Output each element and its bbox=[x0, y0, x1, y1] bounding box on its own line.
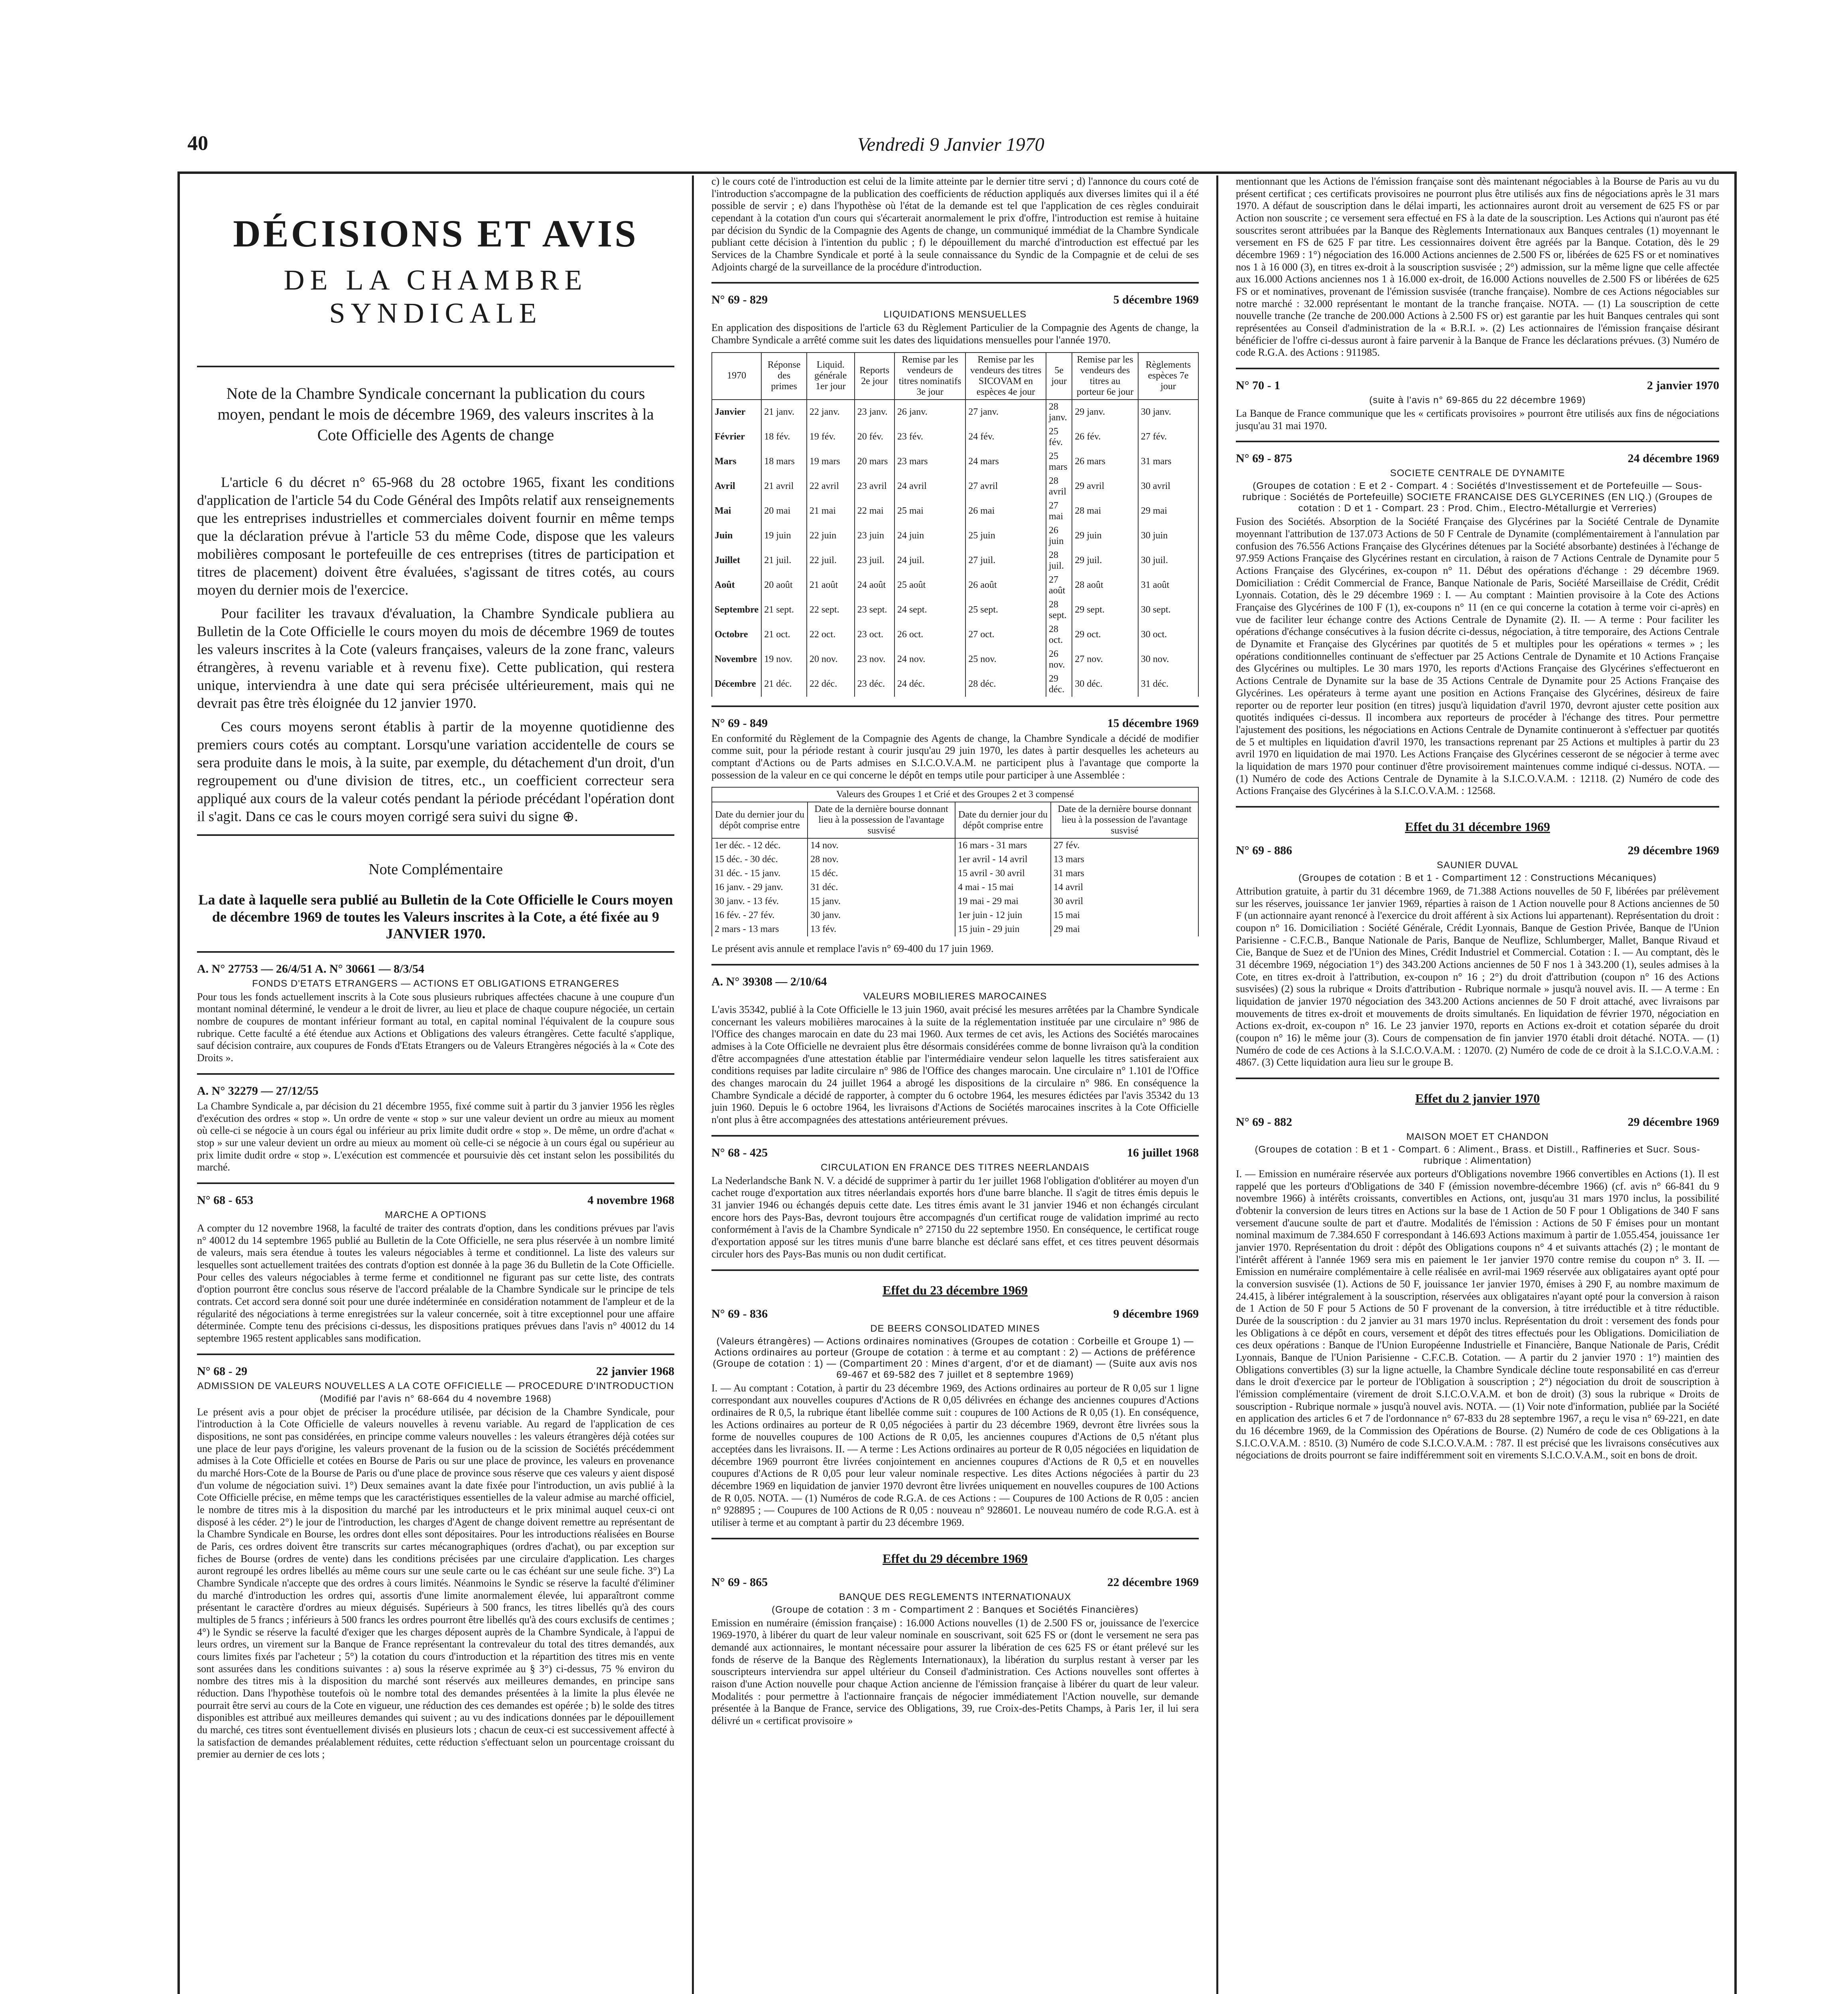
divider bbox=[711, 964, 1199, 965]
date-cell: 23 nov. bbox=[855, 647, 894, 672]
table-row bbox=[712, 425, 1198, 449]
table-cell: 30 avril bbox=[1051, 895, 1198, 908]
notice-subcaption: (Valeurs étrangères) — Actions ordinaires nominatives (Groupes de cotation : Corbeille et Groupe 1) — Actions ordinaires au porteur (Groupe de cotation : à terme et au comptant : 2) — Actions de préférence (Groupe de cotation : 1) — (Compartiment 20 : Mines d'argent, d'or et de diamant) — (Suite aux avis nos 69-467 et 69-582 des 7 juillet et 8 septembre 1969) bbox=[713, 1336, 1198, 1380]
column-rule-1 bbox=[692, 175, 694, 1994]
date-cell: 29 déc. bbox=[1046, 672, 1072, 697]
month-cell: Septembre bbox=[712, 598, 761, 623]
date-cell: 24 avril bbox=[894, 474, 965, 499]
date-cell: 24 juin bbox=[894, 524, 965, 548]
notice-caption: VALEURS MOBILIERES MAROCAINES bbox=[863, 991, 1047, 1002]
date-cell: 30 juin bbox=[1138, 524, 1198, 548]
liquidation-table bbox=[711, 352, 1199, 697]
date-cell: 27 nov. bbox=[1072, 647, 1138, 672]
table-cell: 1er déc. - 12 déc. bbox=[712, 838, 808, 853]
notice-text: La Chambre Syndicale a, par décision du 21 décembre 1955, fixé comme suit à partir du 3 janvier 1956 les règles d'exécution des ordres « stop ». Un ordre de vente « stop » sur une valeur devient un ordre au mieux au moment où celle-ci se négocie à un cours égal ou inférieur au prix limite dudit ordre « stop ». De même, un ordre d'achat « stop » sur une valeur devient un ordre au mieux au moment où celle-ci se négocie à un cours égal ou supérieur au prix limite dudit ordre « stop ». L'exécution est commencée et poursuivie dès cet instant selon les possibilités du marché. bbox=[197, 1100, 674, 1173]
notice-header: N° 69 - 886 29 décembre 1969 bbox=[1236, 843, 1719, 857]
table-row bbox=[712, 524, 1198, 548]
table-cell: 2 mars - 13 mars bbox=[712, 922, 808, 936]
date-cell: 22 janv. bbox=[807, 400, 855, 425]
column-2 bbox=[698, 175, 1212, 1994]
table-cell: 29 mai bbox=[1051, 922, 1198, 936]
table-header-row: 1970 Réponse des primes Liquid. générale 1er jour Reports 2e jour Remise par les vendeurs de titres nominatifs 3e jour Remise par les vendeurs des titres SICOVAM en espèces 4e jour 5e jour Remise par les vendeurs des titres au porteur 6e jour Règlements espèces 7e jour bbox=[712, 353, 1198, 400]
effect-heading: Effet du 31 décembre 1969 bbox=[1405, 819, 1550, 834]
table-row bbox=[712, 867, 1198, 881]
effect-heading: Effet du 2 janvier 1970 bbox=[1415, 1091, 1540, 1105]
intro-paragraph: L'article 6 du décret n° 65-968 du 28 octobre 1965, fixant les conditions d'application de l'article 54 du Code Général des Impôts relatif aux renseignements que les entreprises industrielles et commerciales doivent fournir en même temps que la déclaration prévue à l'article 53 du même Code, dispose que les valeurs mobilières composant le portefeuille de ces entreprises (titres de participation et titres de placement) doivent être évaluées, s'agissant de titres cotés, au cours moyen du dernier mois de l'exercice. bbox=[197, 474, 674, 598]
date-cell: 19 juin bbox=[761, 524, 807, 548]
table-row bbox=[712, 449, 1198, 474]
date-cell: 23 fév. bbox=[894, 425, 965, 449]
date-cell: 19 mars bbox=[807, 449, 855, 474]
date-cell: 26 fév. bbox=[1072, 425, 1138, 449]
page-date: Vendredi 9 Janvier 1970 bbox=[857, 134, 1044, 155]
effect-heading: Effet du 29 décembre 1969 bbox=[883, 1551, 1028, 1566]
month-cell: Décembre bbox=[712, 672, 761, 697]
notice-caption: MARCHE A OPTIONS bbox=[385, 1209, 487, 1220]
date-cell: 24 fév. bbox=[965, 425, 1046, 449]
divider bbox=[1236, 1078, 1719, 1079]
table-row bbox=[712, 474, 1198, 499]
notice-header: N° 69 - 865 22 décembre 1969 bbox=[711, 1575, 1199, 1589]
table-row bbox=[712, 623, 1198, 647]
date-cell: 30 janv. bbox=[1138, 400, 1198, 425]
complement-title: Note Complémentaire bbox=[368, 861, 503, 878]
deposit-table bbox=[711, 787, 1199, 936]
notice-header: N° 69 - 849 15 décembre 1969 bbox=[711, 716, 1199, 730]
date-cell: 27 août bbox=[1046, 573, 1072, 598]
date-cell: 20 mars bbox=[855, 449, 894, 474]
divider bbox=[197, 1182, 674, 1184]
date-cell: 18 mars bbox=[761, 449, 807, 474]
date-cell: 26 nov. bbox=[1046, 647, 1072, 672]
table-cell: 28 nov. bbox=[808, 853, 955, 867]
month-cell: Avril bbox=[712, 474, 761, 499]
date-cell: 30 oct. bbox=[1138, 623, 1198, 647]
deposit-table-body bbox=[712, 838, 1198, 936]
divider bbox=[197, 951, 674, 953]
notice-header: N° 68 - 29 22 janvier 1968 bbox=[197, 1364, 674, 1378]
date-cell: 29 mai bbox=[1138, 499, 1198, 524]
notice-caption: LIQUIDATIONS MENSUELLES bbox=[883, 309, 1027, 320]
table-cell: 30 janv. bbox=[808, 908, 955, 922]
notice-ref: A. N° 27753 — 26/4/51 A. N° 30661 — 8/3/54 bbox=[197, 962, 424, 975]
month-cell: Mars bbox=[712, 449, 761, 474]
date-cell: 28 déc. bbox=[965, 672, 1046, 697]
date-cell: 28 avril bbox=[1046, 474, 1072, 499]
notice-ref: A. N° 39308 — 2/10/64 bbox=[711, 975, 827, 989]
date-cell: 25 août bbox=[894, 573, 965, 598]
date-cell: 19 fév. bbox=[807, 425, 855, 449]
date-cell: 22 sept. bbox=[807, 598, 855, 623]
date-cell: 30 juil. bbox=[1138, 548, 1198, 573]
date-cell: 27 juil. bbox=[965, 548, 1046, 573]
date-cell: 31 déc. bbox=[1138, 672, 1198, 697]
table-row bbox=[712, 548, 1198, 573]
notice-text: Attribution gratuite, à partir du 31 décembre 1969, de 71.388 Actions nouvelles de 50 F, libérées par prélèvement sur les réserves, jouissance 1er janvier 1969, réparties à raison de 1 Action nouvelle pour 8 Actions anciennes de 50 F (un actionnaire ayant renoncé à l'exercice du droit afférent à six Actions lui appartenant). Représentation du droit : coupon n° 16. Domiciliation : Société Générale, Crédit Lyonnais, Banque de Gestion Privée, Banque de l'Union Parisienne - C.F.C.B., Banque Nationale de Paris, Banque de Neuflize, Schlumberger, Mallet, Banque Rivaud et Cie, Banque de Suez et de l'Union des Mines, Crédit Industriel et Commercial. Cotation : I. — Au comptant, dès le 31 décembre 1969, négociation 1°) des 343.200 Actions anciennes de 50 F nos 1 à 343.200 (1), seules admises à la Cote, en titres ex-droit à l'attribution, ex-coupon n° 16 ; 2°) du droit d'attribution (coupon n° 16 des Actions susvisées) (2) sous la rubrique « Droits d'attribution - Rubrique normale » jusqu'à nouvel avis. II. — A terme : En liquidation de janvier 1970 négociation des 343.200 Actions anciennes de 50 F droit attaché, avec livraisons par mouvements de titres ex-droit et mouvements de droits simultanés. En liquidation de février 1970, négociation en Actions ex-droit, ex-coupon n° 16. Le 23 janvier 1970, reports en Actions ex-droit et cotation séparée du droit (coupon n° 16) le même jour (3). Cours de compensation de fin janvier 1970 établi droit détaché. NOTA. — (1) Numéro de code de ces Actions à la S.I.C.O.V.A.M. : 12070. (2) Numéro de code de ce droit à la S.I.C.O.V.A.M. : 4867. (3) Cette liquidation aura lieu sur le groupe B. bbox=[1236, 885, 1719, 1068]
date-cell: 30 nov. bbox=[1138, 647, 1198, 672]
table-cell: 16 mars - 31 mars bbox=[955, 838, 1051, 853]
date-cell: 27 mai bbox=[1046, 499, 1072, 524]
notice-text: Fusion des Sociétés. Absorption de la Société Française des Glycérines par la Société Centrale de Dynamite moyennant l'attribution de 137.073 Actions de 50 F Centrale de Dynamite (complémentairement à l'annulation par confusion des 76.556 Actions Française des Glycérines détenues par la Société absorbante) destinées à l'échange de 97.959 Actions Française des Glycérines restant en circulation, à raison de 7 Actions Centrale de Dynamite pour 5 Actions Française des Glycérines, ex-coupon n° 11. Début des opérations d'échange : 29 décembre 1969. Domiciliation : Crédit Commercial de France, Banque Nationale de Paris, Société Marseillaise de Crédit, Crédit Lyonnais. Cotation, dès le 29 décembre 1969 : I. — Au comptant : Maintien provisoire à la Cote des Actions Française des Glycérines de 100 F (1), ex-coupons n° 11 (en ce qui concerne la cotation à terme voir ci-après) en vue de faciliter leur échange contre des Actions Centrale de Dynamite (2). II. — A terme : Pour faciliter les opérations d'échange consécutives à la fusion décrite ci-dessus, négociation, à titre temporaire, des Actions Centrale de Dynamite et Française des Glycérines par quotités de 5 et multiples pour les opérations « termes » ; les opérations conditionnelles continuant de s'effectuer par 25 Actions Centrale de Dynamite et 10 Actions Française des Glycérines ou multiples. Le 30 mars 1970, les reports d'Actions Française des Glycérines s'effectueront en Actions Centrale de Dynamite sur la base de 35 Actions Centrale de Dynamite pour 25 Actions Française des Glycérines. Les opérateurs à terme ayant une position en Actions Française des Glycérines, désireux de faire reporter ou de reporter leur position (en titres) jusqu'à liquidation d'avril 1970, devront ajuster cette position aux quotités indiquées ci-dessus. Il incombera aux reporteurs de procéder à l'échange des titres. Pour permettre l'ajustement des positions, les négociations en Actions Centrale de Dynamite continueront à s'effectuer par quotités de 5 et multiples en liquidation d'avril 1970, les transactions reprenant par 25 Actions et multiples à partir du 23 avril 1970 en liquidation de mai 1970. Les Actions Française des Glycérines cesseront de se négocier à terme avec la liquidation de mars 1970 pour continuer d'être provisoirement maintenues comme indiqué ci-dessus. NOTA. — (1) Numéro de code des Actions Centrale de Dynamite à la S.I.C.O.V.A.M. : 12118. (2) Numéro de code des Actions Française des Glycérines à la S.I.C.O.V.A.M. : 12568. bbox=[1236, 516, 1719, 797]
table-cell: 14 avril bbox=[1051, 881, 1198, 895]
note-title: Note de la Chambre Syndicale concernant la publication du cours moyen, pendant le mois de décembre 1969, des valeurs inscrites à la Cote Officielle des Agents de change bbox=[217, 384, 654, 444]
notice-caption: CIRCULATION EN FRANCE DES TITRES NEERLANDAIS bbox=[821, 1162, 1089, 1173]
date-cell: 23 déc. bbox=[855, 672, 894, 697]
column-rule-2 bbox=[1216, 175, 1218, 1994]
notice-subcaption: (suite à l'avis n° 69-865 du 22 décembre 1969) bbox=[1369, 395, 1586, 406]
notice-caption: BANQUE DES REGLEMENTS INTERNATIONAUX bbox=[839, 1591, 1072, 1602]
notice-header: N° 69 - 882 29 décembre 1969 bbox=[1236, 1115, 1719, 1129]
table-row bbox=[712, 499, 1198, 524]
date-cell: 23 mars bbox=[894, 449, 965, 474]
table-row bbox=[712, 598, 1198, 623]
table-cell: 16 fév. - 27 fév. bbox=[712, 908, 808, 922]
date-cell: 26 oct. bbox=[894, 623, 965, 647]
date-cell: 30 déc. bbox=[1072, 672, 1138, 697]
date-cell: 28 janv. bbox=[1046, 400, 1072, 425]
date-cell: 21 oct. bbox=[761, 623, 807, 647]
date-cell: 29 juil. bbox=[1072, 548, 1138, 573]
date-cell: 20 mai bbox=[761, 499, 807, 524]
divider bbox=[1236, 806, 1719, 808]
notice-header: N° 68 - 653 4 novembre 1968 bbox=[197, 1193, 674, 1207]
date-cell: 26 mai bbox=[965, 499, 1046, 524]
notice-caption: SAUNIER DUVAL bbox=[1436, 859, 1519, 871]
table-row bbox=[712, 647, 1198, 672]
divider bbox=[1236, 368, 1719, 369]
table-cell: 30 janv. - 13 fév. bbox=[712, 895, 808, 908]
notice-text: Pour tous les fonds actuellement inscrits à la Cote sous plusieurs rubriques affectées chacune à une coupure d'un montant nominal déterminé, le vendeur a le droit de livrer, au lieu et place de chaque coupure négociée, un certain nombre de coupures de montant inférieur formant au total, en capital nominal l'équivalent de la coupure sous rubrique. Cette faculté a été étendue aux Actions et Obligations des valeurs étrangères. Cette faculté s'applique, sauf décision contraire, aux coupures de Fonds d'Etats Etrangers ou de Valeurs Etrangères négociés à la « Cote des Droits ». bbox=[197, 991, 674, 1064]
date-cell: 31 août bbox=[1138, 573, 1198, 598]
complement-text: La date à laquelle sera publié au Bulletin de la Cote Officielle le Cours moyen de décembre 1969 de toutes les Valeurs inscrites à la Cote, a été fixée au 9 JANVIER 1970. bbox=[198, 892, 673, 942]
date-cell: 25 mars bbox=[1046, 449, 1072, 474]
table-cell: 13 mars bbox=[1051, 853, 1198, 867]
notice-text: L'avis 35342, publié à la Cote Officielle le 13 juin 1960, avait précisé les mesures arrêtées par la Chambre Syndicale concernant les valeurs mobilières marocaines à la suite de la réglementation instituée par une circulaire n° 986 de l'Office des changes marocain en date du 23 mai 1960. Aux termes de cet avis, les Actions des Sociétés marocaines admises à la Cote Officielle ne devraient plus être désormais considérées comme de bonne livraison qu'à la condition d'être accompagnées d'une attestation établie par l'intermédiaire vendeur selon laquelle les titres satisferaient aux conditions requises par ladite circulaire n° 986 de l'Office des changes marocain. Une circulaire n° 1.101 de l'Office des changes marocain du 24 juillet 1964 a abrogé les dispositions de la circulaire n° 986. En conséquence la Chambre Syndicale a décidé de rapporter, à compter du 6 octobre 1964, les mesures édictées par l'avis 35342 du 13 juin 1960. Depuis le 6 octobre 1964, les livraisons d'Actions de Sociétés marocaines inscrites à la Cote Officielle n'ont plus à être accompagnées des attestations antérieurement prévues. bbox=[711, 1004, 1199, 1126]
page-number: 40 bbox=[187, 132, 208, 155]
date-cell: 26 juin bbox=[1046, 524, 1072, 548]
date-cell: 23 oct. bbox=[855, 623, 894, 647]
table-row bbox=[712, 922, 1198, 936]
date-cell: 20 nov. bbox=[807, 647, 855, 672]
table-cell: 4 mai - 15 mai bbox=[955, 881, 1051, 895]
notice-header: N° 69 - 829 5 décembre 1969 bbox=[711, 293, 1199, 307]
table-cell: 15 janv. bbox=[808, 895, 955, 908]
date-cell: 22 déc. bbox=[807, 672, 855, 697]
notice-subcaption: (Groupes de cotation : B et 1 - Compart. 6 : Aliment., Brass. et Distill., Raffineries et Sucr. Sous-rubrique : Alimentation) bbox=[1255, 1144, 1700, 1166]
table-header-row: Date du dernier jour du dépôt comprise entre Date de la dernière bourse donnant lieu à la possession de l'avantage susvisé Date du dernier jour du dépôt comprise entre Date de la dernière bourse donnant lieu à la possession de l'avantage susvisé bbox=[712, 802, 1198, 838]
date-cell: 31 mars bbox=[1138, 449, 1198, 474]
date-cell: 24 sept. bbox=[894, 598, 965, 623]
table-cell: 19 mai - 29 mai bbox=[955, 895, 1051, 908]
date-cell: 27 fév. bbox=[1138, 425, 1198, 449]
table-cell: 13 fév. bbox=[808, 922, 955, 936]
date-cell: 29 sept. bbox=[1072, 598, 1138, 623]
divider bbox=[197, 1073, 674, 1075]
month-cell: Août bbox=[712, 573, 761, 598]
date-cell: 20 août bbox=[761, 573, 807, 598]
date-cell: 28 sept. bbox=[1046, 598, 1072, 623]
date-cell: 24 mars bbox=[965, 449, 1046, 474]
month-cell: Octobre bbox=[712, 623, 761, 647]
date-cell: 21 déc. bbox=[761, 672, 807, 697]
table-cell: 1er juin - 12 juin bbox=[955, 908, 1051, 922]
notice-caption: ADMISSION DE VALEURS NOUVELLES A LA COTE OFFICIELLE — PROCEDURE D'INTRODUCTION bbox=[197, 1380, 674, 1391]
table-cell: 15 juin - 29 juin bbox=[955, 922, 1051, 936]
date-cell: 25 juin bbox=[965, 524, 1046, 548]
table-row bbox=[712, 908, 1198, 922]
table-cell: 1er avril - 14 avril bbox=[955, 853, 1051, 867]
notice-header: N° 68 - 425 16 juillet 1968 bbox=[711, 1146, 1199, 1159]
date-cell: 18 fév. bbox=[761, 425, 807, 449]
date-cell: 23 sept. bbox=[855, 598, 894, 623]
table-cell: 31 mars bbox=[1051, 867, 1198, 881]
date-cell: 23 juil. bbox=[855, 548, 894, 573]
date-cell: 29 juin bbox=[1072, 524, 1138, 548]
notice-text: La Banque de France communique que les « certificats provisoires » pourront être utilisés aux fins de négociations jusqu'au 31 mai 1970. bbox=[1236, 408, 1719, 432]
date-cell: 27 oct. bbox=[965, 623, 1046, 647]
date-cell: 25 fév. bbox=[1046, 425, 1072, 449]
divider bbox=[711, 282, 1199, 284]
date-cell: 21 janv. bbox=[761, 400, 807, 425]
table-cell: 31 déc. - 15 janv. bbox=[712, 867, 808, 881]
date-cell: 22 avril bbox=[807, 474, 855, 499]
effect-heading: Effet du 23 décembre 1969 bbox=[883, 1283, 1028, 1297]
notice-caption: MAISON MOET ET CHANDON bbox=[1406, 1131, 1549, 1142]
date-cell: 23 janv. bbox=[855, 400, 894, 425]
date-cell: 23 juin bbox=[855, 524, 894, 548]
date-cell: 21 avril bbox=[761, 474, 807, 499]
date-cell: 25 sept. bbox=[965, 598, 1046, 623]
date-cell: 26 mars bbox=[1072, 449, 1138, 474]
date-cell: 24 août bbox=[855, 573, 894, 598]
month-cell: Juillet bbox=[712, 548, 761, 573]
date-cell: 29 avril bbox=[1072, 474, 1138, 499]
divider bbox=[711, 705, 1199, 707]
date-cell: 22 mai bbox=[855, 499, 894, 524]
date-cell: 26 janv. bbox=[894, 400, 965, 425]
notice-text: I. — Emission en numéraire réservée aux porteurs d'Obligations novembre 1966 convertibles en Actions (1). Il est rappelé que les porteurs d'Obligations de 340 F (émission novembre-décembre 1966) (cf. avis n° 66-841 du 9 novembre 1966) à intérêts croissants, convertibles en Actions, ont, jusqu'au 31 mars 1970 inclus, la possibilité d'obtenir la conversion de leurs titres en Actions sur la base de 1 Action de 50 F pour 1 Obligations de 340 F sans versement d'aucune soulte de part et d'autre. Modalités de l'émission : Actions de 50 F émises pour un montant nominal maximum de 7.384.650 F correspondant à 146.693 Actions maximum à partir de 1.055.454, jouissance 1er janvier 1970. Représentation du droit : dépôt des Obligations coupons n° 4 et suivants attachés (2) ; le montant de l'intérêt afférent à l'année 1969 sera mis en paiement le 1er janvier 1970 contre remise du coupon n° 3. II. — Emission en numéraire complémentaire à celle réalisée en avril-mai 1969 réservée aux obligataires ayant opté pour la conversion susvisée (1). Actions de 50 F, jouissance 1er janvier 1970, émises à 290 F, au nombre maximum de 24.415, à libérer intégralement à la souscription, réservées aux obligataires n'ayant opté pour la conversion à raison de 1 Action de 50 F pour 5 Actions de 50 F provenant de la conversion, à titre irréductible et à titre réductible. Durée de la souscription : du 2 janvier au 31 mars 1970 inclus. Représentation du droit : versement des fonds pour les Obligations à ce dépôt en cours, versement et dépôt des titres effectués pour les Obligations. Domiciliation de ces deux opérations : Banque de l'Union Européenne Industrielle et Financière, Banque Nationale de Paris, Crédit Lyonnais, Banque de l'Union Parisienne - C.F.C.B. Cotation. — A partir du 2 janvier 1970 : 1°) maintien des Obligations convertibles (3) sur la ligne actuelle, la Chambre Syndicale décline toute responsabilité en cas d'erreur dans le droit d'exercice par le porteur de l'Obligation à souscription ; 2°) négociation du droit de souscription à l'émission complémentaire (virement de droit S.I.C.O.V.A.M. et bon de droit) (3) sous la rubrique « Droits de souscription - Rubrique normale » jusqu'à nouvel avis. NOTA. — (1) Voir note d'information, publiée par la Société en application des articles 6 et 7 de l'ordonnance n° 67-833 du 28 septembre 1967, a reçu le visa n° 69-221, en date du 16 décembre 1969, de la Commission des Opérations de Bourse. (2) Numéro de code de ces Obligations à la S.I.C.O.V.A.M. : 8510. (3) Numéro de code S.I.C.O.V.A.M. : 787. Il est précisé que les livraisons consécutives aux négociations de droits pourront se faire indifféremment soit en virements S.I.C.O.V.A.M., soit en bons de droit. bbox=[1236, 1168, 1719, 1461]
table-row bbox=[712, 853, 1198, 867]
main-subtitle: DE LA CHAMBRE SYNDICALE bbox=[284, 264, 588, 329]
table-row bbox=[712, 895, 1198, 908]
month-cell: Février bbox=[712, 425, 761, 449]
main-title: DÉCISIONS ET AVIS bbox=[233, 212, 638, 255]
notice-subcaption: (Groupe de cotation : 3 m - Compartiment 2 : Banques et Sociétés Financières) bbox=[771, 1604, 1139, 1615]
date-cell: 27 avril bbox=[965, 474, 1046, 499]
notice-text: c) le cours coté de l'introduction est celui de la limite atteinte par le dernier titre servi ; d) l'annonce du cours coté de l'introduction s'accompagne de la publication des coefficients de réduction appliqués aux diverses limites qui il a été possible de servir ; e) dans l'hypothèse où l'état de la demande est tel que l'application de ces règles conduirait cependant à la cotation d'un cours qui s'écarterait anormalement le prix d'offre, l'introduction est remise à huitaine par décision du Syndic de la Compagnie des Agents de change, un communiqué immédiat de la Chambre Syndicale publiant cette décision à l'intention du public ; f) le dépouillement du marché d'introduction est effectué par les Services de la Chambre Syndicale et porté à la seule connaissance du Syndic de la Compagnie et de celui de ses Adjoints chargé de la surveillance de la procédure d'introduction. bbox=[711, 175, 1199, 273]
date-cell: 21 juil. bbox=[761, 548, 807, 573]
column-3 bbox=[1222, 175, 1733, 1994]
notice-text: En application des dispositions de l'article 63 du Règlement Particulier de la Compagnie des Agents de change, la Chambre Syndicale a arrêté comme suit les dates des liquidations mensuelles pour l'année 1970. bbox=[711, 322, 1199, 346]
date-cell: 29 janv. bbox=[1072, 400, 1138, 425]
table-row bbox=[712, 881, 1198, 895]
notice-header: N° 69 - 836 9 décembre 1969 bbox=[711, 1307, 1199, 1320]
divider bbox=[711, 1538, 1199, 1539]
notice-subcaption: (Modifié par l'avis n° 68-664 du 4 novembre 1968) bbox=[320, 1393, 552, 1404]
notice-text: Emission en numéraire (émission française) : 16.000 Actions nouvelles (1) de 2.500 FS or, jouissance de l'exercice 1969-1970, à libérer du quart de leur valeur nominale en souscrivant, soit 625 FS or (dont le versement ne sera pas demandé aux actionnaires, le montant nécessaire pour assurer la libération de ces 625 FS or étant prélevé sur les fonds de réserve de la Banque des Règlements Internationaux), la libération du surplus restant à verser par les souscripteurs interviendra sur appel ultérieur du Conseil d'administration. Ces Actions nouvelles sont offertes à raison d'une Action nouvelle pour chaque Action ancienne de l'émission française à libérer du quart de leur valeur. Modalités : pour permettre à l'actionnaire français de négocier immédiatement l'Action nouvelle, sur demande présentée à la Banque de France, service des Obligations, 39, rue Croix-des-Petits Champs, à Paris 1er, il lui sera délivré un « certificat provisoire » bbox=[711, 1617, 1199, 1726]
table-cell: 14 nov. bbox=[808, 838, 955, 853]
notice-header: N° 69 - 875 24 décembre 1969 bbox=[1236, 452, 1719, 465]
notice-text: A compter du 12 novembre 1968, la faculté de traiter des contrats d'option, dans les conditions prévues par l'avis n° 40012 du 14 septembre 1965 publié au Bulletin de la Cote Officielle, ne sera plus réservée à un nombre limité de valeurs, mais sera étendue à toutes les valeurs négociables à terme et conditionnel. La liste des valeurs sur lesquelles sont actuellement traitées des contrats d'option est donnée à la page 36 du Bulletin de la Cote Officielle. Pour celles des valeurs négociables à terme ferme et conditionnel ne figurant pas sur cette liste, des contrats d'option pourront être conclus sous réserve de l'accord préalable de la Chambre Syndicale sur le principe de tels contrats. Cet accord sera donné soit pour une durée indéterminée en considération notamment de l'ampleur et de la régularité des négociations à terme enregistrées sur la valeur concernée, soit à titre exceptionnel pour une affaire déterminée. Compte tenu des précisions ci-dessus, les dispositions pratiques prévues dans l'avis n° 40012 du 14 septembre 1965 restent applicables sans modification. bbox=[197, 1222, 674, 1344]
date-cell: 25 nov. bbox=[965, 647, 1046, 672]
divider bbox=[1236, 441, 1719, 442]
date-cell: 28 juil. bbox=[1046, 548, 1072, 573]
date-cell: 29 oct. bbox=[1072, 623, 1138, 647]
table-cell: 16 janv. - 29 janv. bbox=[712, 881, 808, 895]
table-footer: Le présent avis annule et remplace l'avis n° 69-400 du 17 juin 1969. bbox=[711, 943, 994, 955]
table-cell: 15 mai bbox=[1051, 908, 1198, 922]
liquidation-table-body bbox=[712, 400, 1198, 697]
intro-text bbox=[197, 473, 674, 826]
notice-header: N° 70 - 1 2 janvier 1970 bbox=[1236, 379, 1719, 392]
notice-caption: DE BEERS CONSOLIDATED MINES bbox=[870, 1323, 1040, 1334]
date-cell: 24 déc. bbox=[894, 672, 965, 697]
deposit-table-title: Valeurs des Groupes 1 et Crié et des Groupes 2 et 3 compensé bbox=[712, 787, 1198, 802]
month-cell: Juin bbox=[712, 524, 761, 548]
date-cell: 27 janv. bbox=[965, 400, 1046, 425]
date-cell: 24 juil. bbox=[894, 548, 965, 573]
table-cell: 15 déc. - 30 déc. bbox=[712, 853, 808, 867]
notice-subcaption: (Groupes de cotation : E et 2 - Compart. 4 : Sociétés d'Investissement et de Portefeuille — Sous-rubrique : Sociétés de Portefeuille) SOCIETE FRANCAISE DES GLYCERINES (EN LIQ.) (Groupes de cotation : D et 1 - Compart. 23 : Prod. Chim., Electro-Métallurgie et Verreries) bbox=[1242, 481, 1713, 514]
notice-caption: SOCIETE CENTRALE DE DYNAMITE bbox=[1390, 468, 1565, 479]
date-cell: 20 fév. bbox=[855, 425, 894, 449]
divider bbox=[711, 1135, 1199, 1137]
date-cell: 30 sept. bbox=[1138, 598, 1198, 623]
date-cell: 21 août bbox=[807, 573, 855, 598]
intro-paragraph: Ces cours moyens seront établis à partir de la moyenne quotidienne des premiers cours cotés au comptant. Lorsqu'une variation accidentelle de cours se sera produite dans le mois, à la suite, par exemple, du détachement d'un droit, d'un regroupement ou d'une division de titres, etc., un coefficient correcteur sera appliqué aux cours de la valeur cotés pendant la période précédant l'opération dont il s'agit. Dans ce cas le cours moyen corrigé sera suivi du signe ⊕. bbox=[197, 719, 674, 824]
table-cell: 27 fév. bbox=[1051, 838, 1198, 853]
notice-text: I. — Au comptant : Cotation, à partir du 23 décembre 1969, des Actions ordinaires au porteur de R 0,05 sur 1 ligne correspondant aux nouvelles coupures d'Actions de R 0,05 délivrées en échange des anciennes coupures d'Actions ordinaires de R 0,5, la rubrique étant libellée comme suit : coupures de 100 Actions de R 0,05 (1). En conséquence, les Actions ordinaires au porteur de R 0,05 négociées à partir du 23 décembre 1969, devront être livrées sous la forme de nouvelles coupures de 100 Actions de R 0,05, les anciennes coupures d'Actions de 0,5 n'étant plus acceptées dans les livraisons. II. — A terme : Les Actions ordinaires au porteur de R 0,05 négociées en liquidation de décembre 1969 pourront être livrées conjointement en anciennes coupures d'Actions de R 0,5 et en nouvelles coupures d'Actions de R 0,05 pour leur valeur nominale respective. Les dites Actions négociées à partir du 23 décembre 1969 en liquidation de janvier 1970 devront être livrées uniquement en nouvelles coupures de 100 Actions de R 0,05. NOTA. — (1) Numéros de code R.G.A. de ces Actions : — Coupures de 100 Actions de R 0,05 : ancien n° 928895 ; — Coupures de 100 Actions de R 0,05 : nouveau n° 928601. Le nouveau numéro de code R.G.A. est à utiliser à terme et au comptant à partir du 23 décembre 1969. bbox=[711, 1382, 1199, 1528]
date-cell: 22 juin bbox=[807, 524, 855, 548]
intro-paragraph: Pour faciliter les travaux d'évaluation, la Chambre Syndicale publiera au Bulletin de la Cote Officielle le cours moyen du mois de décembre 1969 de toutes les valeurs inscrites à la Cote (valeurs françaises, valeurs de la zone franc, valeurs étrangères, à revenu variable et à revenu fixe). Cette publication, qui restera unique, interviendra à une date qui sera précisée ultérieurement, mais qui ne devrait pas être très éloignée du 12 janvier 1970. bbox=[197, 605, 674, 711]
date-cell: 28 août bbox=[1072, 573, 1138, 598]
notice-caption: FONDS D'ETATS ETRANGERS — ACTIONS ET OBLIGATIONS ETRANGERES bbox=[252, 978, 619, 989]
notice-text: En conformité du Règlement de la Compagnie des Agents de change, la Chambre Syndicale a décidé de modifier comme suit, pour la période restant à courir jusqu'au 29 juin 1970, les dates à partir desquelles les acheteurs au comptant d'Actions ou de Parts admises en S.I.C.O.V.A.M. ne participent plus à l'avantage que comporte la possession de la valeur en ce qui concerne le dépôt en temps utile pour participer à une Assemblée : bbox=[711, 732, 1199, 781]
notice-ref: A. N° 32279 — 27/12/55 bbox=[197, 1084, 319, 1097]
notice-text: Le présent avis a pour objet de préciser la procédure utilisée, par décision de la Chambre Syndicale, pour l'introduction à la Cote Officielle de valeurs nouvelles à revenu variable. Au regard de l'application de ces dispositions, ne sont pas considérées, en principe comme valeurs nouvelles : les valeurs étrangères déjà cotées sur une place de leur pays d'origine, les valeurs provenant de la fusion ou de la scission de Sociétés précédemment admises à la Cote Officielle et cotées en Bourse de Paris ou sur une place de province, les valeurs en provenance du marché Hors-Cote de la Bourse de Paris ou d'une place de province sous réserve que ces valeurs y aient disposé d'un volume de négociation suivi. 1°) Deux semaines avant la date fixée pour l'introduction, un avis publié à la Cote Officielle précise, en même temps que les caractéristiques essentielles de la valeur admise au marché officiel, le nombre de titres mis à la disposition du marché par les introducteurs et le prix minimal auquel ceux-ci ont disposé à les céder. 2°) le jour de l'introduction, les charges d'Agent de change doivent remettre au représentant de la Chambre Syndicale en Bourse, les ordres dont elles sont dépositaires. Pour les introductions réalisées en Bourse de Paris, ces ordres doivent être transcrits sur cartes mécanographiques (ordres d'achat), ou par exception sur fiches de Bourse (ordres de vente) dans les conditions précisées par une circulaire d'application. Les charges auront regroupé les ordres libellés au même cours sur une seule carte ou le cas échéant sur une seule fiche. 3°) La Chambre Syndicale n'accepte que des ordres à cours limités. Néanmoins le Syndic se réserve la faculté d'éliminer du marché d'introduction les ordres qui, assortis d'une limite anormalement élevée, lui apparaîtront comme présentant le caractère d'ordres au mieux déguisés. Supérieurs à 500 francs, les titres libellés qu'à des cours multiples de 5 francs ; inférieurs à 500 francs les ordres pourront être libellés qu'à des cours exclusifs de centimes ; 4°) le Syndic se réserve la faculté d'exiger que les charges déposent auprès de la Chambre Syndicale, à l'appui de leurs ordres, un virement sur la Banque de France représentant la contrevaleur du total des titres demandés, aux cours limites fixés par l'acheteur ; 5°) la cotation du cours d'introduction et la répartition des titres mis en vente sont assurées dans les conditions suivantes : a) sous la réserve exprimée au § 3°) ci-dessus, 75 % environ du nombre des titres mis à la disposition du marché sont réservés aux meilleures demandes, en principe sans réduction. Dans l'hypothèse toutefois où le nombre total des demandes présentées à la limite la plus élevée ne pourrait être servi au cours de la Cote en vigueur, une réduction des ces demandes est opérée ; b) le solde des titres disponibles est attribué aux meilleures demandes qui suivent ; au vu des indications données par le dépouillement du marché, ces titres sont éventuellement divisés en plusieurs lots ; chacun de ceux-ci est successivement affecté à la satisfaction de demandes préalablement réduites, cette réduction s'effectuant selon un pourcentage croissant du premier au dernier de ces lots ; bbox=[197, 1406, 674, 1760]
notice-subcaption: (Groupes de cotation : B et 1 - Compartiment 12 : Constructions Mécaniques) bbox=[1298, 872, 1657, 883]
date-cell: 22 oct. bbox=[807, 623, 855, 647]
date-cell: 28 oct. bbox=[1046, 623, 1072, 647]
column-1 bbox=[183, 175, 688, 1994]
date-cell: 26 août bbox=[965, 573, 1046, 598]
date-cell: 30 avril bbox=[1138, 474, 1198, 499]
divider bbox=[197, 1354, 674, 1355]
date-cell: 21 sept. bbox=[761, 598, 807, 623]
table-cell: 31 déc. bbox=[808, 881, 955, 895]
notice-text: mentionnant que les Actions de l'émission française sont dès maintenant négociables à la Bourse de Paris au vu du présent certificat ; ces certificats provisoires ne pourront plus être utilisés aux fins de négociations après le 31 mars 1970. A défaut de souscription dans le délai imparti, les actionnaires auront droit au versement de 625 FS or par Action non souscrite ; ce versement sera effectué en FS à la date de la souscription. Les Actions qui n'auront pas été souscrites seront attribuées par la Banque des Règlements Internationaux aux Banques centrales (1) moyennant le versement en FS de 625 F par titre. Les cessionnaires doivent être agréés par la Banque. Cotation, dès le 29 décembre 1969 : 1°) négociation des 16.000 Actions anciennes de 2.500 FS or, libérées de 625 FS or et nominatives nos 1 à 16 000 (3), en titres ex-droit à la souscription susvisée ; 2°) admission, sur la même ligne que celle affectée aux 16.000 Actions anciennes nos 1 à 16.000 ex-droit, de 16.000 Actions nouvelles de 2.500 FS or libérées de 625 FS or et nominatives, provenant de l'émission susvisée (tranche française). Nombre de ces Actions négociables sur notre marché : 32.000 représentant le montant de la tranche française. NOTA. — (1) La souscription de cette nouvelle tranche (2e tranche de 200.000 Actions à 2.500 FS or) est garantie par les huit Banques centrales qui sont représentées au Conseil d'administration de la « B.R.I. ». (2) Les actionnaires de l'émission française désirant bénéficier de l'offre ci-dessus auront à faire parvenir à la Banque de France les déclarations prévues. (3) Numéro de code R.G.A. des Actions : 911985. bbox=[1236, 175, 1719, 359]
table-row bbox=[712, 400, 1198, 425]
table-row bbox=[712, 838, 1198, 853]
date-cell: 22 juil. bbox=[807, 548, 855, 573]
month-cell: Janvier bbox=[712, 400, 761, 425]
table-row bbox=[712, 573, 1198, 598]
date-cell: 19 nov. bbox=[761, 647, 807, 672]
notice-text: La Nederlandsche Bank N. V. a décidé de supprimer à partir du 1er juillet 1968 l'obligation d'oblitérer au moyen d'un cachet rouge d'exportation aux titres néerlandais exportés hors d'une barre blanche. Il s'agit de titres émis depuis le 31 janvier 1946 ou échangés depuis cette date. Les titres émis avant le 31 janvier 1946 et non échangés circulant encore hors des Pays-Bas, devront toujours être accompagnés d'un certificat rouge de validation imprimé au recto conformément à l'avis de la Chambre Syndicale n° 27150 du 22 septembre 1950. En conséquence, le certificat rouge d'exportation apposé sur les titres munis d'une barre blanche est déclaré sans effet, et ces titres peuvent désormais circuler hors des Pays-Bas munis ou non dudit certificat. bbox=[711, 1174, 1199, 1260]
table-cell: 15 déc. bbox=[808, 867, 955, 881]
month-cell: Novembre bbox=[712, 647, 761, 672]
date-cell: 28 mai bbox=[1072, 499, 1138, 524]
table-cell: 15 avril - 30 avril bbox=[955, 867, 1051, 881]
month-cell: Mai bbox=[712, 499, 761, 524]
divider bbox=[197, 366, 674, 367]
date-cell: 23 avril bbox=[855, 474, 894, 499]
date-cell: 25 mai bbox=[894, 499, 965, 524]
date-cell: 21 mai bbox=[807, 499, 855, 524]
date-cell: 24 nov. bbox=[894, 647, 965, 672]
table-row bbox=[712, 672, 1198, 697]
divider bbox=[711, 1269, 1199, 1271]
divider bbox=[197, 834, 674, 836]
